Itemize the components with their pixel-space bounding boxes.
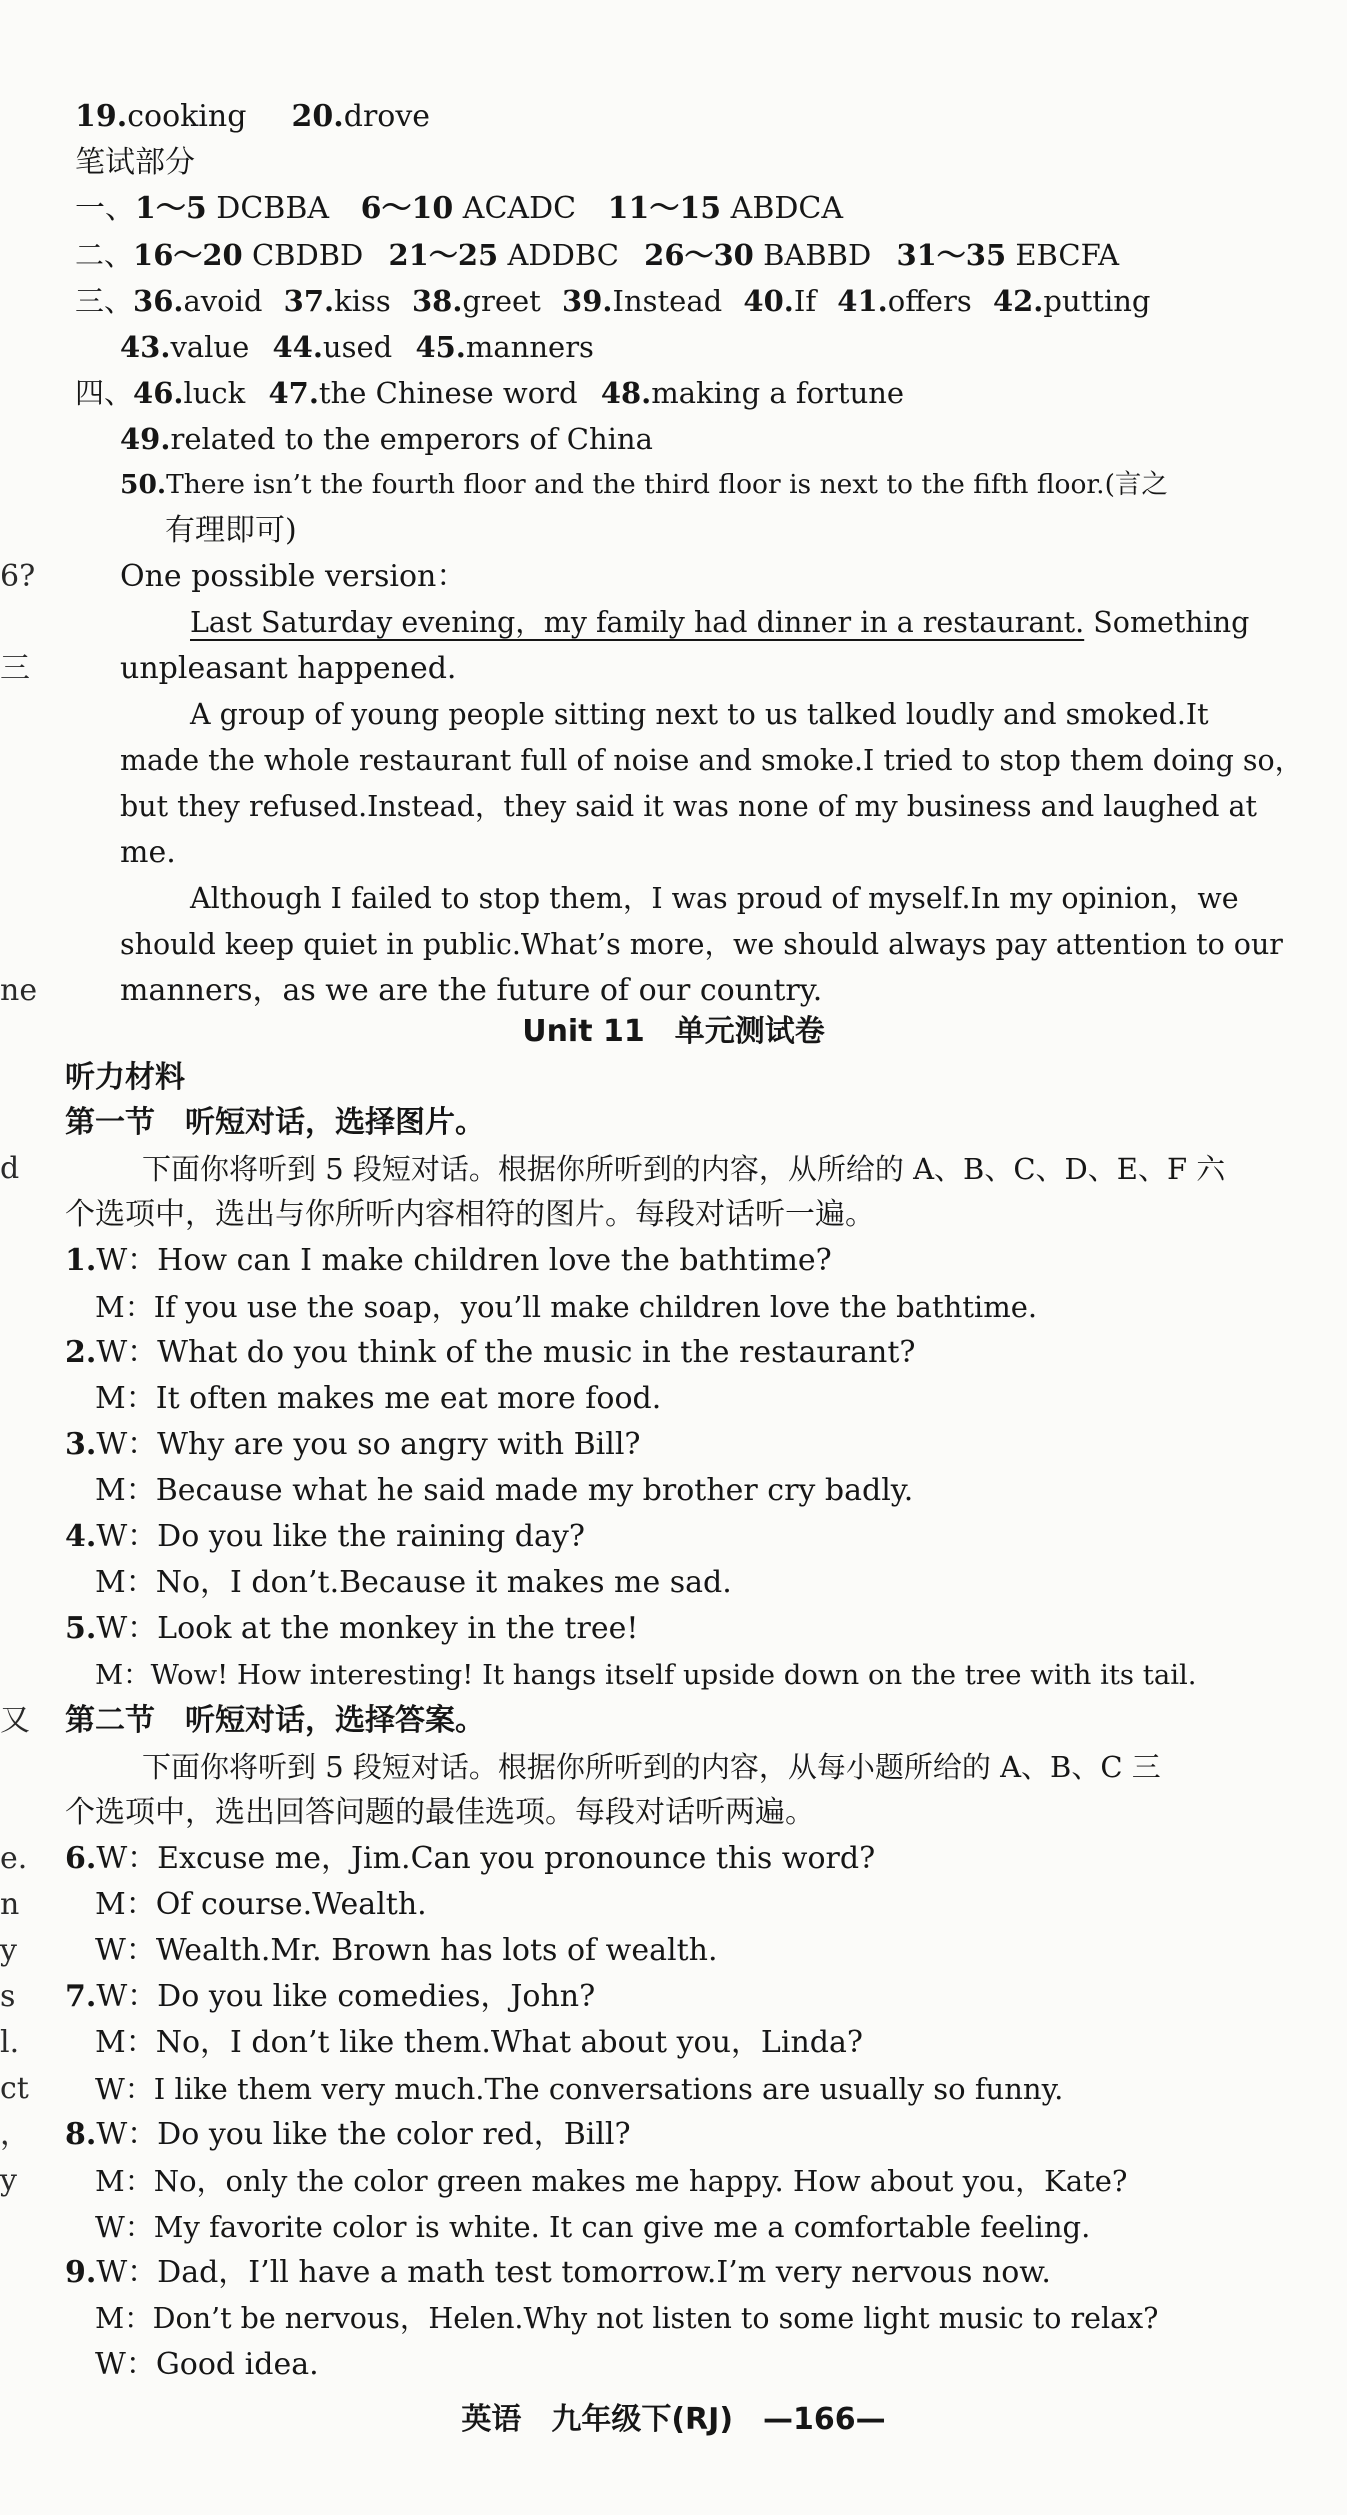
dialog-9-line-1	[65, 2253, 1051, 2293]
answer-text: greet	[462, 284, 541, 318]
essay-paragraph-3-line-3: manners，as we are the future of our country.	[120, 973, 823, 1008]
section-label: 三、	[75, 284, 134, 318]
essay-paragraph-2-line-2: made the whole restaurant full of noise and smoke.I tried to stop them doing so，	[120, 744, 1304, 777]
dialog-text: W：Do you like comedies，John?	[96, 1979, 596, 2014]
dialog-9-line-3: W：Good idea.	[95, 2347, 319, 2382]
answer-text: value	[170, 330, 250, 364]
margin-fragment: 6?	[0, 559, 36, 594]
answer-text: There isn’t the fourth floor and the third floor is next to the fifth floor.(言之	[166, 469, 1168, 500]
dialog-5-line-1	[65, 1609, 638, 1649]
dialog-number: 4.	[65, 1519, 97, 1554]
answer-line-50	[120, 465, 1168, 505]
question-number: 37.	[283, 284, 335, 318]
margin-fragment: y	[0, 1933, 17, 1968]
section-label: 四、	[75, 376, 134, 410]
answer-text: Instead	[612, 284, 723, 318]
part-1-instruction-line-2: 个选项中，选出与你所听内容相符的图片。每段对话听一遍。	[65, 1197, 875, 1232]
dialog-4-line-1	[65, 1517, 585, 1557]
listening-title: 听力材料	[65, 1060, 185, 1095]
dialog-6-line-1	[65, 1839, 875, 1879]
dialog-7-line-2: M：No，I don’t like them.What about you，Linda?	[95, 2025, 863, 2060]
dialog-number: 3.	[65, 1427, 97, 1462]
dialog-7-line-3: W：I like them very much.The conversations are usually so funny.	[95, 2072, 1064, 2106]
question-number: 40.	[743, 284, 794, 318]
margin-fragment: e.	[0, 1841, 28, 1876]
question-number: 49.	[120, 422, 171, 456]
answer-text: luck	[183, 376, 246, 410]
dialog-3-line-2: M：Because what he said made my brother cry badly.	[95, 1473, 914, 1508]
underlined-topic-sentence: Last Saturday evening，my family had dinner in a restaurant.	[190, 606, 1085, 639]
dialog-text: W：Do you like the raining day?	[96, 1519, 585, 1554]
question-number: 48.	[600, 376, 652, 410]
essay-paragraph-3-line-1: Although I failed to stop them，I was proud of myself.In my opinion，we	[190, 882, 1239, 915]
question-number: 36.	[133, 284, 184, 318]
dialog-2-line-2: M：It often makes me eat more food.	[95, 1381, 662, 1416]
page-footer: 英语 九年级下(RJ) —166—	[461, 2402, 886, 2437]
answer-text: making a fortune	[651, 376, 905, 410]
question-number: 46.	[133, 376, 184, 410]
dialog-number: 9.	[65, 2255, 97, 2290]
margin-fragment: ，	[0, 2117, 30, 2152]
margin-fragment: y	[0, 2163, 17, 2198]
essay-text: Something	[1084, 606, 1250, 639]
margin-fragment: n	[0, 1887, 20, 1922]
answer-line-sec4	[75, 373, 904, 413]
dialog-6-line-2: M：Of course.Wealth.	[95, 1887, 427, 1922]
range: 1～5	[135, 191, 207, 226]
answer-line-sec3	[75, 281, 1150, 321]
dialog-8-line-2: M：No，only the color green makes me happy. How about you，Kate?	[95, 2164, 1128, 2198]
dialog-text: W：Do you like the color red，Bill?	[96, 2117, 631, 2152]
dialog-1-line-2: M：If you use the soap，you’ll make children love the bathtime.	[95, 1290, 1038, 1324]
answer-text: avoid	[183, 284, 263, 318]
dialog-number: 6.	[65, 1841, 97, 1876]
margin-fragment: 又	[0, 1703, 30, 1738]
essay-label: One possible version：	[120, 559, 467, 594]
margin-fragment: l.	[0, 2025, 20, 2060]
answer-line-19-20	[75, 97, 430, 137]
range: 26～30	[644, 238, 754, 272]
question-number: 47.	[268, 376, 319, 410]
answer-text: drove	[343, 99, 431, 134]
dialog-8-line-3: W：My favorite color is white. It can give me a comfortable feeling.	[95, 2210, 1091, 2244]
dialog-number: 2.	[65, 1335, 97, 1370]
range: 31～35	[896, 238, 1007, 272]
dialog-text: W：Excuse me，Jim.Can you pronounce this word?	[96, 1841, 876, 1876]
dialog-number: 7.	[65, 1979, 97, 2014]
question-number: 50.	[120, 469, 167, 500]
part-2-title: 第二节 听短对话，选择答案。	[65, 1703, 485, 1738]
range: 11～15	[607, 191, 722, 226]
range: 6～10	[360, 191, 454, 226]
answer-line-sec3-row2	[120, 327, 594, 367]
essay-paragraph-1-line-1	[190, 603, 1249, 643]
answer-text: EBCFA	[1015, 238, 1120, 272]
answer-text: kiss	[334, 284, 391, 318]
essay-paragraph-2-line-3: but they refused.Instead，they said it was none of my business and laughed at	[120, 790, 1257, 823]
answer-line-sec2	[75, 235, 1119, 275]
dialog-text: W：How can I make children love the bathtime?	[96, 1243, 832, 1278]
answer-text: DCBBA	[216, 191, 330, 226]
answer-line-50-cont: 有理即可)	[165, 513, 297, 548]
dialog-2-line-1	[65, 1333, 916, 1373]
answer-text: manners	[465, 330, 594, 364]
answer-text: cooking	[127, 99, 247, 134]
question-number: 19.	[75, 99, 128, 134]
question-number: 42.	[992, 284, 1044, 318]
written-section-title: 笔试部分	[75, 145, 195, 180]
unit-title: Unit 11 单元测试卷	[522, 1014, 825, 1049]
question-number: 44.	[272, 330, 323, 364]
range: 16～20	[133, 238, 243, 272]
margin-fragment: 三	[0, 651, 30, 686]
answer-text: CBDBD	[251, 238, 364, 272]
dialog-text: W：Why are you so angry with Bill?	[96, 1427, 641, 1462]
section-label: 二、	[75, 238, 134, 272]
answer-text: related to the emperors of China	[170, 422, 653, 456]
dialog-5-line-2: M：Wow! How interesting! It hangs itself upside down on the tree with its tail.	[95, 1659, 1197, 1691]
answer-text: used	[322, 330, 393, 364]
essay-paragraph-2-line-4: me.	[120, 835, 176, 870]
question-number: 43.	[120, 330, 171, 364]
dialog-text: W：Dad，I’ll have a math test tomorrow.I’m very nervous now.	[96, 2255, 1051, 2290]
answer-text: ACADC	[462, 191, 577, 226]
answer-text: ADDBC	[507, 238, 619, 272]
dialog-4-line-2: M：No，I don’t.Because it makes me sad.	[95, 1565, 732, 1600]
margin-fragment: ct	[0, 2071, 29, 2106]
margin-fragment: d	[0, 1151, 20, 1186]
range: 21～25	[388, 238, 499, 272]
dialog-1-line-1	[65, 1241, 832, 1281]
part-1-instruction-line-1: 下面你将听到 5 段短对话。根据你所听到的内容，从所给的 A、B、C、D、E、F 六	[142, 1152, 1226, 1186]
dialog-8-line-1	[65, 2115, 631, 2155]
margin-fragment: s	[0, 1979, 16, 2014]
question-number: 20.	[291, 99, 344, 134]
dialog-9-line-2: M：Don’t be nervous，Helen.Why not listen to some light music to relax?	[95, 2302, 1159, 2335]
answer-line-sec1	[75, 189, 843, 229]
dialog-number: 1.	[65, 1243, 97, 1278]
dialog-7-line-1	[65, 1977, 595, 2017]
dialog-text: W：What do you think of the music in the restaurant?	[96, 1335, 916, 1370]
section-label: 一、	[75, 191, 135, 226]
essay-paragraph-1-line-2: unpleasant happened.	[120, 651, 457, 686]
part-1-title: 第一节 听短对话，选择图片。	[65, 1105, 485, 1140]
answer-text: ABDCA	[730, 191, 844, 226]
margin-fragment: ne	[0, 973, 38, 1008]
answer-text: offers	[887, 284, 972, 318]
essay-paragraph-2-line-1: A group of young people sitting next to us talked loudly and smoked.It	[190, 698, 1209, 731]
answer-line-49	[120, 419, 653, 459]
essay-paragraph-3-line-2: should keep quiet in public.What’s more，we should always pay attention to our	[120, 928, 1283, 961]
part-2-instruction-line-2: 个选项中，选出回答问题的最佳选项。每段对话听两遍。	[65, 1795, 815, 1830]
dialog-text: W：Look at the monkey in the tree!	[96, 1611, 639, 1646]
question-number: 38.	[411, 284, 463, 318]
answer-text: BABBD	[763, 238, 872, 272]
dialog-6-line-3: W：Wealth.Mr. Brown has lots of wealth.	[95, 1933, 718, 1968]
question-number: 45.	[415, 330, 466, 364]
dialog-number: 8.	[65, 2117, 97, 2152]
dialog-3-line-1	[65, 1425, 641, 1465]
question-number: 41.	[837, 284, 888, 318]
answer-text: the Chinese word	[318, 376, 578, 410]
answer-text: putting	[1043, 284, 1151, 318]
part-2-instruction-line-1: 下面你将听到 5 段短对话。根据你所听到的内容，从每小题所给的 A、B、C 三	[142, 1750, 1161, 1784]
dialog-number: 5.	[65, 1611, 97, 1646]
answer-text: If	[793, 284, 817, 318]
question-number: 39.	[562, 284, 613, 318]
